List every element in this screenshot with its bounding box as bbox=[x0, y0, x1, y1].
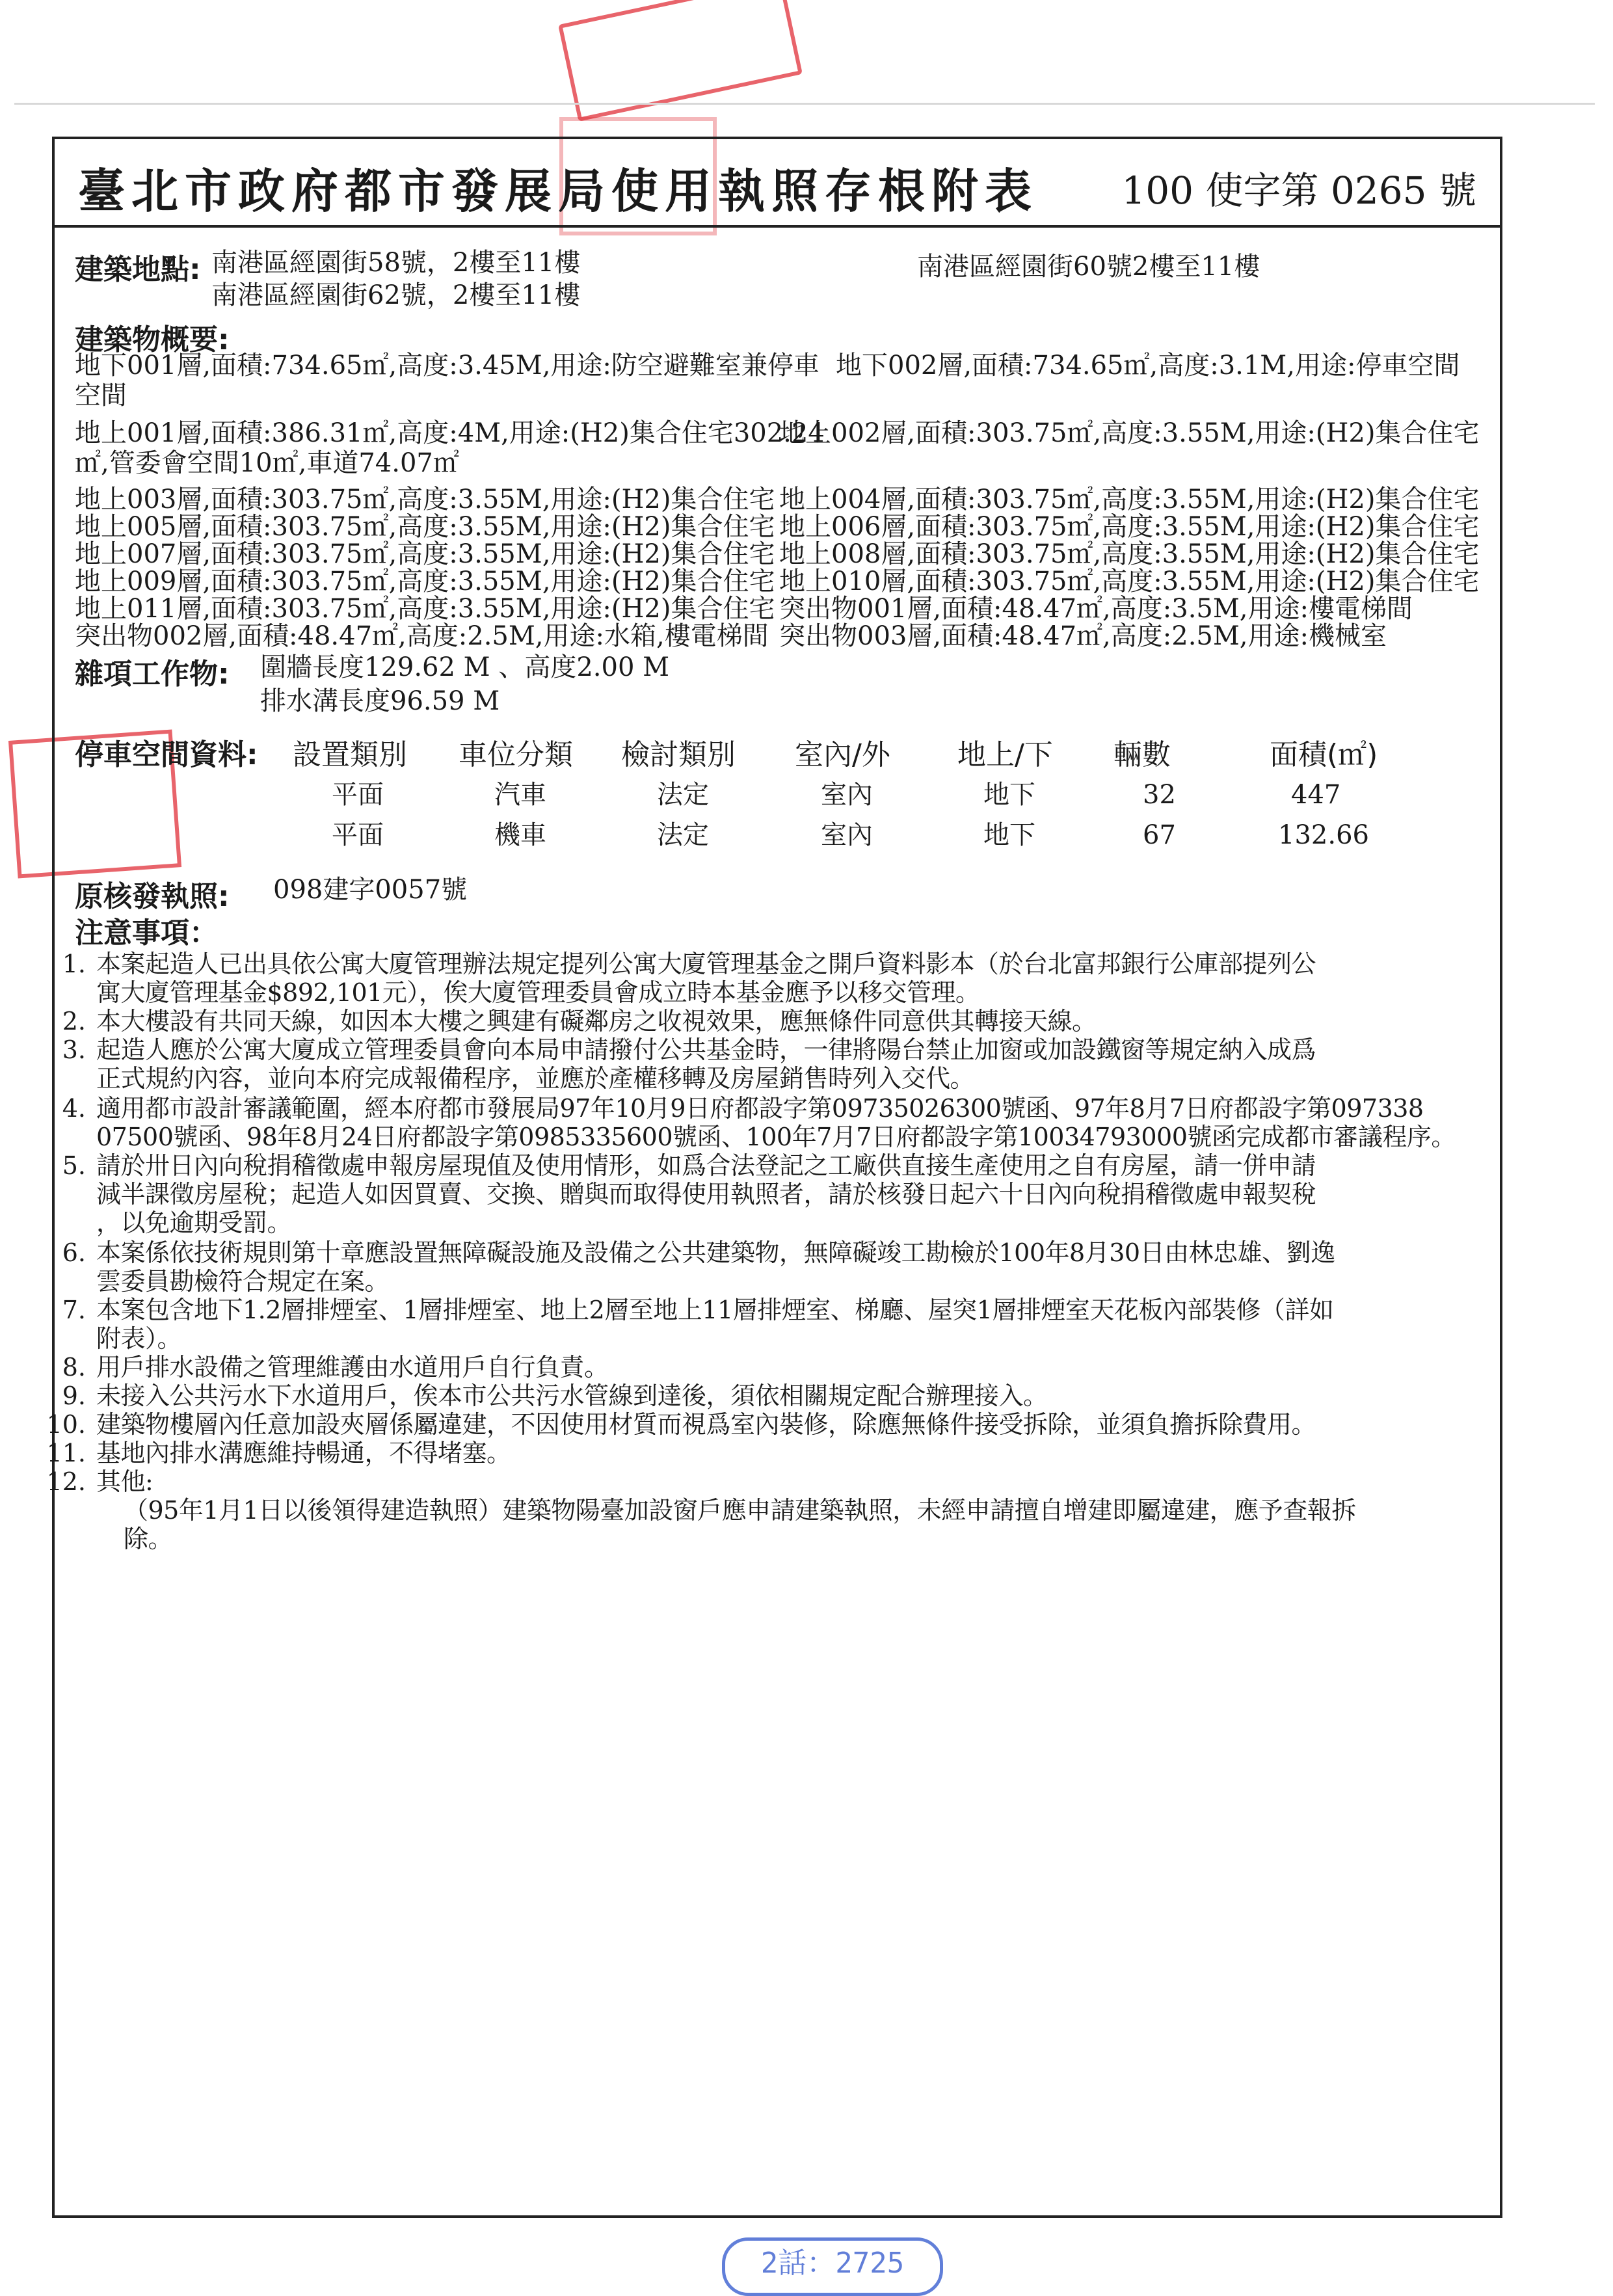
cell: 32 bbox=[1143, 780, 1176, 810]
note-line: 正式規約內容，並向本府完成報備程序，並應於產權移轉及房屋銷售時列入交代。 bbox=[96, 1064, 975, 1093]
note-line: 寓大廈管理基金$892,101元），俟大廈管理委員會成立時本基金應予以移交管理。 bbox=[96, 978, 980, 1007]
misc-label: 雜項工作物: bbox=[75, 658, 230, 691]
cell: 室內 bbox=[821, 820, 873, 850]
parking-header-setting: 設置類別 bbox=[293, 738, 407, 771]
note-number: 2. bbox=[62, 1007, 86, 1035]
notes-label: 注意事項： bbox=[75, 916, 218, 950]
parking-header-area: 面積(㎡) bbox=[1270, 738, 1378, 771]
cell: 地下 bbox=[983, 820, 1035, 850]
note-number: 4. bbox=[62, 1094, 86, 1123]
cell: 67 bbox=[1143, 820, 1176, 850]
note-line: 適用都市設計審議範圍，經本府都市發展局97年10月9日府都設字第09735026300號函、97年8月7日府都設字第097338 bbox=[96, 1094, 1424, 1123]
location-address-1: 南港區經園街58號，2樓至11樓 bbox=[211, 248, 581, 278]
overview-r2: 突出物002層,面積:48.47㎡,高度:2.5M,用途:水箱,樓電梯間 bbox=[75, 621, 769, 651]
note-number: 5. bbox=[62, 1151, 86, 1180]
parking-header-count: 輛數 bbox=[1113, 738, 1171, 771]
overview-b2: 地下002層,面積:734.65㎡,高度:3.1M,用途:停車空間 bbox=[836, 351, 1460, 380]
note-number: 10. bbox=[46, 1410, 86, 1439]
misc-drain: 排水溝長度96.59 M bbox=[260, 686, 500, 716]
overview-f8: 地上008層,面積:303.75㎡,高度:3.55M,用途:(H2)集合住宅 bbox=[779, 539, 1480, 569]
note-line: 建築物樓層內任意加設夾層係屬違建，不因使用材質而視爲室內裝修，除應無條件接受拆除，並須負擔拆除費用。 bbox=[96, 1410, 1316, 1439]
cell: 平面 bbox=[332, 820, 384, 850]
note-line: （95年1月1日以後領得建造執照）建築物陽臺加設窗戶應申請建築執照，未經申請擅自增建即屬違建，應予查報拆 bbox=[124, 1496, 1356, 1525]
note-number: 11. bbox=[46, 1439, 86, 1467]
location-address-2: 南港區經園街62號，2樓至11樓 bbox=[211, 280, 581, 310]
cell: 平面 bbox=[332, 780, 384, 810]
note-line: 本案係依技術規則第十章應設置無障礙設施及設備之公共建築物，無障礙竣工勘檢於100年8月30日由林忠雄、劉逸 bbox=[96, 1238, 1335, 1267]
note-number: 12. bbox=[46, 1467, 86, 1496]
parking-header-review: 檢討類別 bbox=[621, 738, 736, 771]
overview-label: 建築物概要: bbox=[75, 323, 230, 356]
original-permit-value: 098建字0057號 bbox=[273, 875, 468, 905]
title-row bbox=[52, 137, 1502, 228]
parking-header-category: 車位分類 bbox=[459, 738, 573, 771]
cell: 地下 bbox=[983, 780, 1035, 810]
cell: 汽車 bbox=[494, 780, 546, 810]
note-line: ，以免逾期受罰。 bbox=[96, 1208, 292, 1237]
note-number: 8. bbox=[62, 1353, 86, 1382]
overview-f1-cont: ㎡,管委會空間10㎡,車道74.07㎡ bbox=[75, 448, 459, 478]
permit-number: 100 使字第 0265 號 bbox=[1121, 168, 1476, 213]
note-line: 其他: bbox=[96, 1467, 153, 1496]
overview-b1-cont: 空間 bbox=[75, 380, 127, 410]
note-line: 起造人應於公寓大廈成立管理委員會向本局申請撥付公共基金時，一律將陽台禁止加窗或加設鐵窗等規定納入成爲 bbox=[96, 1035, 1316, 1064]
parking-label: 停車空間資料: bbox=[75, 738, 258, 771]
note-line: 本案包含地下1.2層排煙室、1層排煙室、地上2層至地上11層排煙室、梯廳、屋突1層排煙室天花板內部裝修（詳如 bbox=[96, 1296, 1334, 1324]
cell: 法定 bbox=[657, 820, 709, 850]
note-line: 除。 bbox=[124, 1525, 173, 1553]
overview-f1: 地上001層,面積:386.31㎡,高度:4M,用途:(H2)集合住宅302.24 bbox=[75, 418, 825, 448]
location-label: 建築地點: bbox=[75, 253, 201, 286]
note-number: 7. bbox=[62, 1296, 86, 1324]
overview-f7: 地上007層,面積:303.75㎡,高度:3.55M,用途:(H2)集合住宅 bbox=[75, 539, 775, 569]
overview-r3: 突出物003層,面積:48.47㎡,高度:2.5M,用途:機械室 bbox=[779, 621, 1387, 651]
overview-f6: 地上006層,面積:303.75㎡,高度:3.55M,用途:(H2)集合住宅 bbox=[779, 512, 1480, 542]
cell: 室內 bbox=[821, 780, 873, 810]
original-permit-label: 原核發執照: bbox=[75, 880, 230, 913]
note-number: 3. bbox=[62, 1035, 86, 1064]
note-line: 未接入公共污水下水道用戶，俟本市公共污水管線到達後，須依相關規定配合辦理接入。 bbox=[96, 1382, 1048, 1410]
note-number: 1. bbox=[62, 950, 86, 978]
overview-f5: 地上005層,面積:303.75㎡,高度:3.55M,用途:(H2)集合住宅 bbox=[75, 512, 775, 542]
cell: 法定 bbox=[657, 780, 709, 810]
note-line: 請於卅日內向稅捐稽徵處申報房屋現值及使用情形，如爲合法登記之工廠供直接生產使用之自有房屋，請一併申請 bbox=[96, 1151, 1316, 1180]
overview-f2: 地上002層,面積:303.75㎡,高度:3.55M,用途:(H2)集合住宅 bbox=[779, 418, 1480, 448]
footer-stamp-text: 2話：2725 bbox=[760, 2247, 905, 2280]
overview-b1: 地下001層,面積:734.65㎡,高度:3.45M,用途:防空避難室兼停車 bbox=[75, 351, 820, 380]
note-line: 基地內排水溝應維持暢通，不得堵塞。 bbox=[96, 1439, 511, 1467]
cell: 132.66 bbox=[1278, 820, 1369, 850]
overview-f10: 地上010層,面積:303.75㎡,高度:3.55M,用途:(H2)集合住宅 bbox=[779, 567, 1480, 596]
cell: 447 bbox=[1291, 780, 1341, 810]
document-title: 臺北市政府都市發展局使用執照存根附表 bbox=[78, 163, 1039, 219]
parking-header-indoor: 室內/外 bbox=[795, 738, 890, 771]
scan-top-line bbox=[14, 103, 1595, 105]
note-number: 6. bbox=[62, 1238, 86, 1267]
note-line: 附表）。 bbox=[96, 1324, 182, 1353]
note-line: 本大樓設有共同天線，如因本大樓之興建有礙鄰房之收視效果，應無條件同意供其轉接天線。 bbox=[96, 1007, 1097, 1035]
note-line: 雲委員勘檢符合規定在案。 bbox=[96, 1267, 390, 1296]
location-address-3: 南港區經園街60號2樓至11樓 bbox=[917, 252, 1260, 282]
overview-r1: 突出物001層,面積:48.47㎡,高度:3.5M,用途:樓電梯間 bbox=[779, 594, 1413, 624]
cell: 機車 bbox=[494, 820, 546, 850]
overview-f4: 地上004層,面積:303.75㎡,高度:3.55M,用途:(H2)集合住宅 bbox=[779, 485, 1480, 514]
note-line: 本案起造人已出具依公寓大廈管理辦法規定提列公寓大廈管理基金之開戶資料影本（於台北富邦銀行公庫部提列公 bbox=[96, 950, 1316, 978]
footer-stamp bbox=[722, 2237, 943, 2296]
note-line: 07500號函、98年8月24日府都設字第0985335600號函、100年7月7日府都設字第10034793000號函完成都市審議程序。 bbox=[96, 1123, 1456, 1151]
note-number: 9. bbox=[62, 1382, 86, 1410]
overview-f9: 地上009層,面積:303.75㎡,高度:3.55M,用途:(H2)集合住宅 bbox=[75, 567, 775, 596]
note-line: 用戶排水設備之管理維護由水道用戶自行負責。 bbox=[96, 1353, 609, 1382]
overview-f11: 地上011層,面積:303.75㎡,高度:3.55M,用途:(H2)集合住宅 bbox=[75, 594, 775, 624]
overview-f3: 地上003層,面積:303.75㎡,高度:3.55M,用途:(H2)集合住宅 bbox=[75, 485, 775, 514]
note-line: 減半課徵房屋稅；起造人如因買賣、交換、贈與而取得使用執照者，請於核發日起六十日內向稅捐稽徵處申報契稅 bbox=[96, 1180, 1316, 1208]
parking-header-level: 地上/下 bbox=[957, 738, 1053, 771]
misc-wall: 圍牆長度129.62 M 、高度2.00 M bbox=[260, 652, 670, 682]
